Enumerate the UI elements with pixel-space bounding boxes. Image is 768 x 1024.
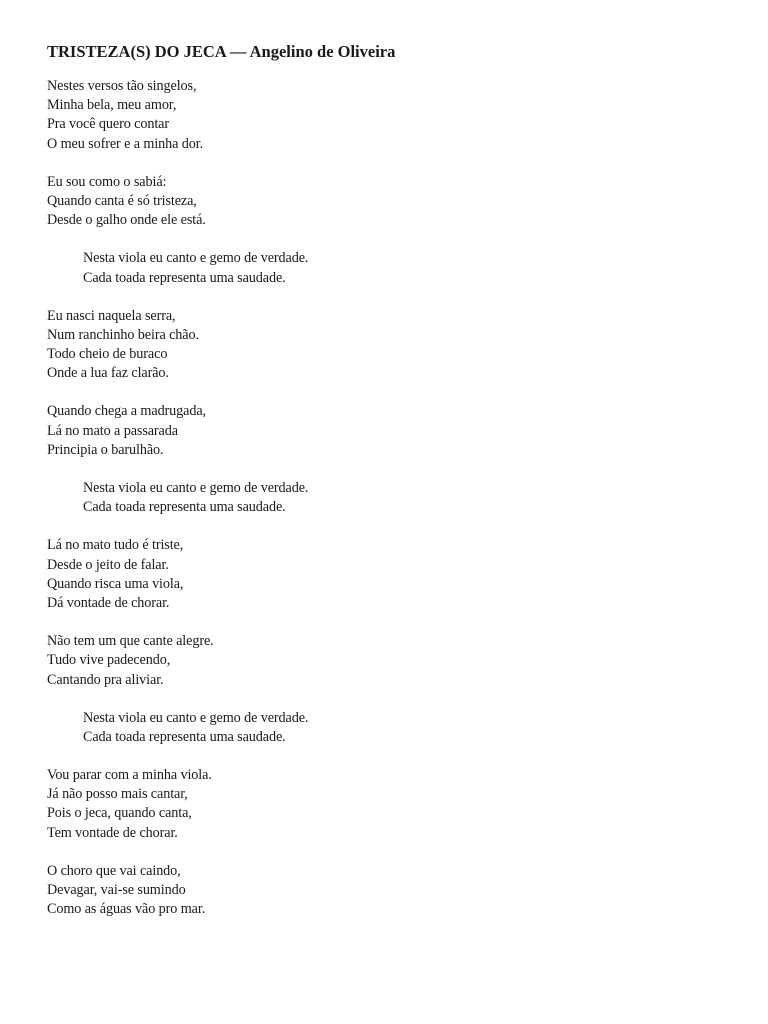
poem-line: Devagar, vai-se sumindo [47, 882, 186, 898]
verse-stanza [47, 173, 727, 231]
verse-stanza [47, 402, 727, 460]
poem-line: Como as águas vão pro mar. [47, 901, 206, 918]
poem-line: Nestes versos tão singelos, [47, 78, 197, 94]
poem-line: Cada toada representa uma saudade. [83, 728, 286, 745]
poem-line: Dá vontade de chorar. [47, 594, 170, 611]
poem-line: Cada toada representa uma saudade. [83, 269, 286, 286]
poem-line: Tem vontade de chorar. [47, 824, 178, 841]
poem-line: Quando chega a madrugada, [47, 403, 207, 420]
poem-line: Quando canta é só tristeza, [47, 192, 197, 209]
poem-line: Cada toada representa uma saudade. [83, 499, 286, 516]
poem-line: Pra você quero contar [47, 116, 169, 133]
poem-line: Tudo vive padecendo, [47, 652, 171, 669]
chorus-stanza [47, 709, 727, 747]
document-page [47, 41, 727, 938]
poem-line: Nesta viola eu canto e gemo de verdade. [83, 480, 309, 496]
verse-stanza [47, 77, 727, 154]
poem-line: Todo cheio de buraco [47, 346, 168, 363]
poem-line: Pois o jeca, quando canta, [47, 805, 192, 822]
verse-stanza [47, 766, 727, 843]
poem-line: Desde o jeito de falar. [47, 556, 169, 573]
poem-line: Quando risca uma viola, [47, 575, 184, 592]
verse-stanza [47, 536, 727, 613]
poem-line: Nesta viola eu canto e gemo de verdade. [83, 709, 309, 726]
poem-line: Não tem um que cante alegre. [47, 633, 214, 650]
poem-line: Principia o barulhão. [47, 441, 164, 458]
document-title: TRISTEZA(S) DO JECA — Angelino de Oliveira [47, 42, 396, 61]
chorus-stanza [47, 249, 727, 287]
verse-stanza [47, 307, 727, 384]
chorus-stanza [47, 479, 727, 517]
poem-line: Nesta viola eu canto e gemo de verdade. [83, 250, 309, 267]
poem-line: Minha bela, meu amor, [47, 97, 177, 114]
poem-line: Eu nasci naquela serra, [47, 307, 176, 324]
poem-line: Eu sou como o sabiá: [47, 173, 167, 190]
verse-stanza [47, 632, 727, 690]
poem-line: Lá no mato tudo é triste, [47, 537, 184, 554]
poem-line: Lá no mato a passarada [47, 422, 178, 439]
poem-line: Desde o galho onde ele está. [47, 212, 206, 229]
verse-stanza [47, 862, 727, 920]
poem-line: Cantando pra aliviar. [47, 671, 164, 688]
poem-body [47, 77, 727, 919]
poem-line: O choro que vai caindo, [47, 862, 181, 879]
poem-line: O meu sofrer e a minha dor. [47, 135, 204, 152]
poem-line: Num ranchinho beira chão. [47, 326, 199, 343]
poem-line: Onde a lua faz clarão. [47, 365, 169, 382]
poem-line: Já não posso mais cantar, [47, 786, 188, 803]
poem-line: Vou parar com a minha viola. [47, 767, 212, 784]
